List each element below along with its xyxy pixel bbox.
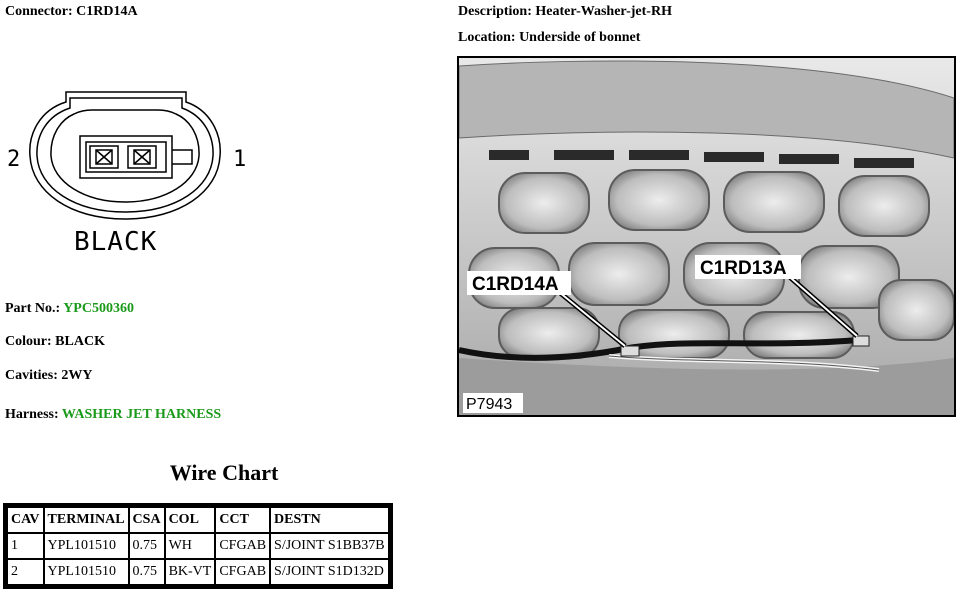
wire-chart-title: Wire Chart (169, 460, 279, 485)
cell-col: BK-VT (166, 560, 215, 584)
description-line (458, 4, 672, 20)
header-cct: CCT (216, 508, 269, 532)
harness-line (5, 407, 221, 423)
location-value: Underside of bonnet (519, 30, 641, 45)
wire-chart-table (3, 503, 393, 589)
colour-line (5, 334, 105, 350)
cavities-line (5, 368, 93, 384)
table-row (8, 534, 388, 558)
cell-destn: S/JOINT S1D132D (271, 560, 388, 584)
cell-cct: CFGAB (216, 560, 269, 584)
cell-terminal: YPL101510 (45, 560, 128, 584)
harness-label: Harness: (5, 407, 59, 422)
header-csa: CSA (130, 508, 164, 532)
harness-link[interactable]: WASHER JET HARNESS (61, 407, 222, 422)
part-no-line (5, 301, 134, 317)
table-header-row (8, 508, 388, 532)
colour-label: Colour: (5, 334, 52, 349)
callout-c1rd13a: C1RD13A (700, 258, 787, 279)
cell-csa: 0.75 (130, 534, 164, 558)
location-label: Location: (458, 30, 516, 45)
connector-face-drawing (0, 84, 260, 259)
photo-reference: P7943 (466, 396, 513, 413)
cell-destn: S/JOINT S1BB37B (271, 534, 388, 558)
table-row (8, 560, 388, 584)
connector-value: C1RD14A (76, 4, 138, 19)
header-col: COL (166, 508, 215, 532)
connector-color-text: BLACK (74, 227, 158, 257)
header-cav: CAV (8, 508, 43, 532)
header-terminal: TERMINAL (45, 508, 128, 532)
description-label: Description: (458, 4, 532, 19)
cell-cct: CFGAB (216, 534, 269, 558)
part-no-label: Part No.: (5, 301, 61, 316)
connector-line (5, 4, 138, 20)
location-line (458, 30, 640, 46)
pin-number-left: 2 (7, 147, 21, 172)
colour-value: BLACK (55, 334, 105, 349)
cell-terminal: YPL101510 (45, 534, 128, 558)
pin-number-right: 1 (233, 147, 247, 172)
cell-col: WH (166, 534, 215, 558)
header-destn: DESTN (271, 508, 388, 532)
connector-label: Connector: (5, 4, 73, 19)
cell-csa: 0.75 (130, 560, 164, 584)
cavities-value: 2WY (61, 368, 93, 383)
description-value: Heater-Washer-jet-RH (535, 4, 672, 19)
location-photo (457, 56, 956, 417)
cavities-label: Cavities: (5, 368, 58, 383)
cell-cav: 1 (8, 534, 43, 558)
cell-cav: 2 (8, 560, 43, 584)
part-no-link[interactable]: YPC500360 (63, 301, 134, 316)
callout-c1rd14a: C1RD14A (472, 274, 559, 295)
